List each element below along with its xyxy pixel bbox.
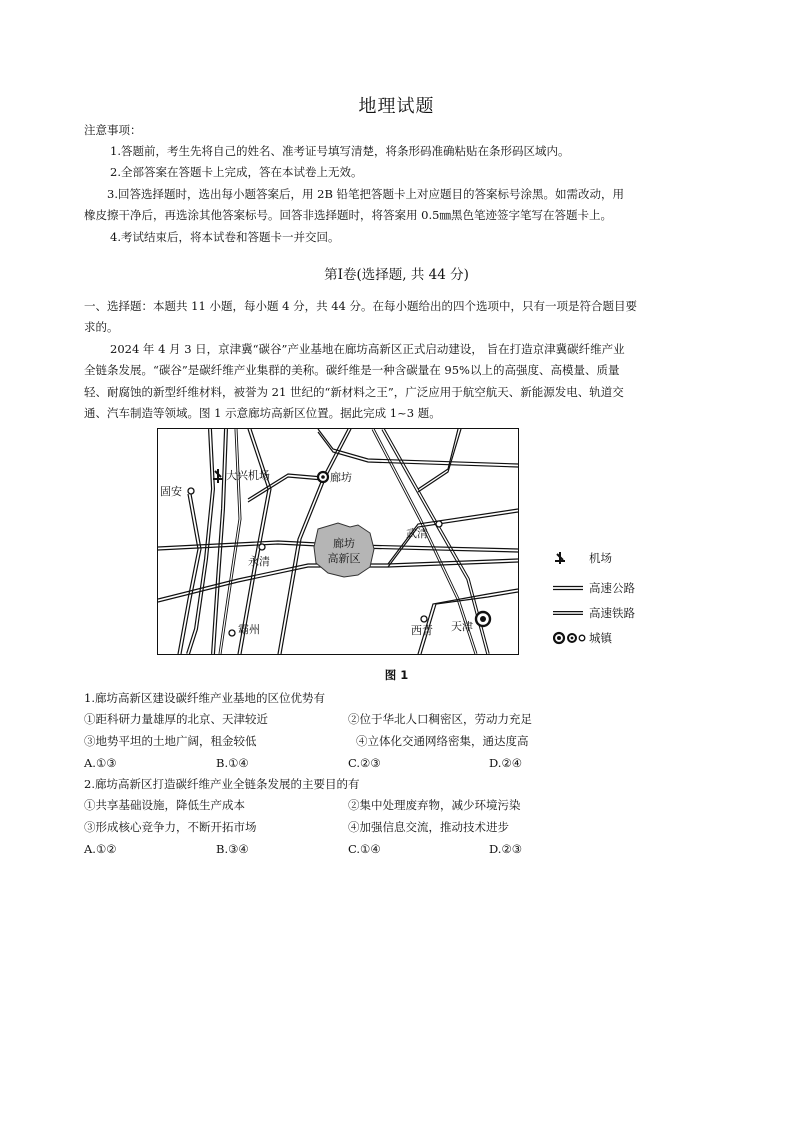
passage-line: 轻、耐腐蚀的新型纤维材料，被誉为 21 世纪的“新材料之王”，广泛应用于航空航天、新能源发电、轨道交 (84, 385, 624, 399)
question-statement: ①距科研力量雄厚的北京、天津较近 (84, 712, 268, 726)
question-statement: ③形成核心竞争力，不断开拓市场 (84, 820, 257, 834)
question-statement: ②位于华北人口稠密区，劳动力充足 (348, 712, 532, 726)
answer-option: B.③④ (216, 842, 249, 856)
question-statement: ④加强信息交流，推动技术进步 (348, 820, 509, 834)
section-title: 第Ⅰ卷(选择题, 共 44 分) (324, 267, 469, 283)
expressway-line (553, 580, 593, 596)
legend-label: 机场 (589, 551, 612, 565)
airport-icon (553, 550, 593, 566)
passage-line: 全链条发展。“碳谷”是碳纤维产业集群的美称。碳纤维是一种含碳量在 95%以上的高强度、高模量、质量 (84, 363, 620, 377)
question-statement: ③地势平坦的土地广阔，租金较低 (84, 734, 257, 748)
town-guan (188, 488, 194, 494)
map-label-wuqing: 武清 (406, 527, 428, 540)
passage-line: 通、汽车制造等领域。图 1 示意廊坊高新区位置。据此完成 1~3 题。 (84, 406, 441, 420)
notice-item: 4.考试结束后，将本试卷和答题卡一并交回。 (110, 230, 340, 244)
answer-option: A.①② (84, 842, 117, 856)
location-map (157, 428, 519, 655)
railway-line (553, 605, 593, 621)
notice-item: 3.回答选择题时，选出每小题答案后，用 2B 铅笔把答题卡上对应题目的答案标号涂黑。如需改动，用 (107, 187, 625, 201)
exam-title: 地理试题 (358, 96, 435, 117)
town-yongqing (259, 544, 265, 550)
legend-label: 城镇 (589, 631, 612, 645)
notice-item: 2.全部答案在答题卡上完成，答在本试卷上无效。 (110, 165, 363, 179)
map-label-daxing: 大兴机场 (226, 469, 270, 482)
question-statement: ④立体化交通网络密集，通达度高 (356, 734, 529, 748)
town-bazhou (229, 630, 235, 636)
figure-caption: 图 1 (384, 668, 409, 682)
answer-option: C.②③ (348, 756, 381, 770)
notice-heading: 注意事项： (84, 123, 142, 137)
town-xiqing (421, 616, 427, 622)
map-label-xiqing: 西青 (411, 624, 433, 637)
question-stem: 1.廊坊高新区建设碳纤维产业基地的区位优势有 (84, 691, 325, 705)
map-label-tianjin: 天津 (451, 620, 473, 633)
notice-item: 1.答题前，考生先将自己的姓名、准考证号填写清楚，将条形码准确粘贴在条形码区域内。 (110, 144, 570, 158)
answer-option: D.②④ (489, 756, 523, 770)
legend-label: 高速公路 (589, 581, 635, 595)
answer-option: C.①④ (348, 842, 381, 856)
question-statement: ①共享基础设施，降低生产成本 (84, 798, 245, 812)
legend-item-railway (553, 605, 663, 621)
answer-option: D.②③ (489, 842, 523, 856)
question-stem: 2.廊坊高新区打造碳纤维产业全链条发展的主要目的有 (84, 777, 360, 791)
notice-item: 橡皮擦干净后，再选涂其他答案标号。回答非选择题时，将答案用 0.5㎜黑色笔迹签字笔写在答题卡上。 (84, 208, 612, 222)
map-legend (553, 550, 663, 650)
map-label-bazhou: 霸州 (238, 623, 260, 636)
question-statement: ②集中处理废弃物，减少环境污染 (348, 798, 521, 812)
instructions-line: 求的。 (84, 320, 119, 334)
legend-label: 高速铁路 (589, 606, 635, 620)
answer-option: A.①③ (84, 756, 117, 770)
map-label-guan: 固安 (160, 485, 182, 498)
zone-label-line1: 廊坊 (333, 537, 355, 550)
map-label-langfang: 廊坊 (330, 471, 352, 484)
city-icon (553, 630, 593, 646)
instructions-line: 一、选择题：本题共 11 小题，每小题 4 分，共 44 分。在每小题给出的四个选项中，只有一项是符合题目要 (84, 299, 638, 313)
passage-line: 2024 年 4 月 3 日，京津冀“碳谷”产业基地在廊坊高新区正式启动建设， 旨在打造京津冀碳纤维产业 (110, 342, 625, 356)
map-label-yongqing: 永清 (248, 555, 270, 568)
town-wuqing (436, 521, 442, 527)
legend-item-airport (553, 550, 663, 566)
high-tech-zone (314, 523, 374, 577)
legend-item-expressway (553, 580, 663, 596)
zone-label-line2: 高新区 (327, 552, 361, 565)
map-svg (158, 429, 518, 654)
legend-item-city (553, 630, 663, 646)
answer-option: B.①④ (216, 756, 249, 770)
